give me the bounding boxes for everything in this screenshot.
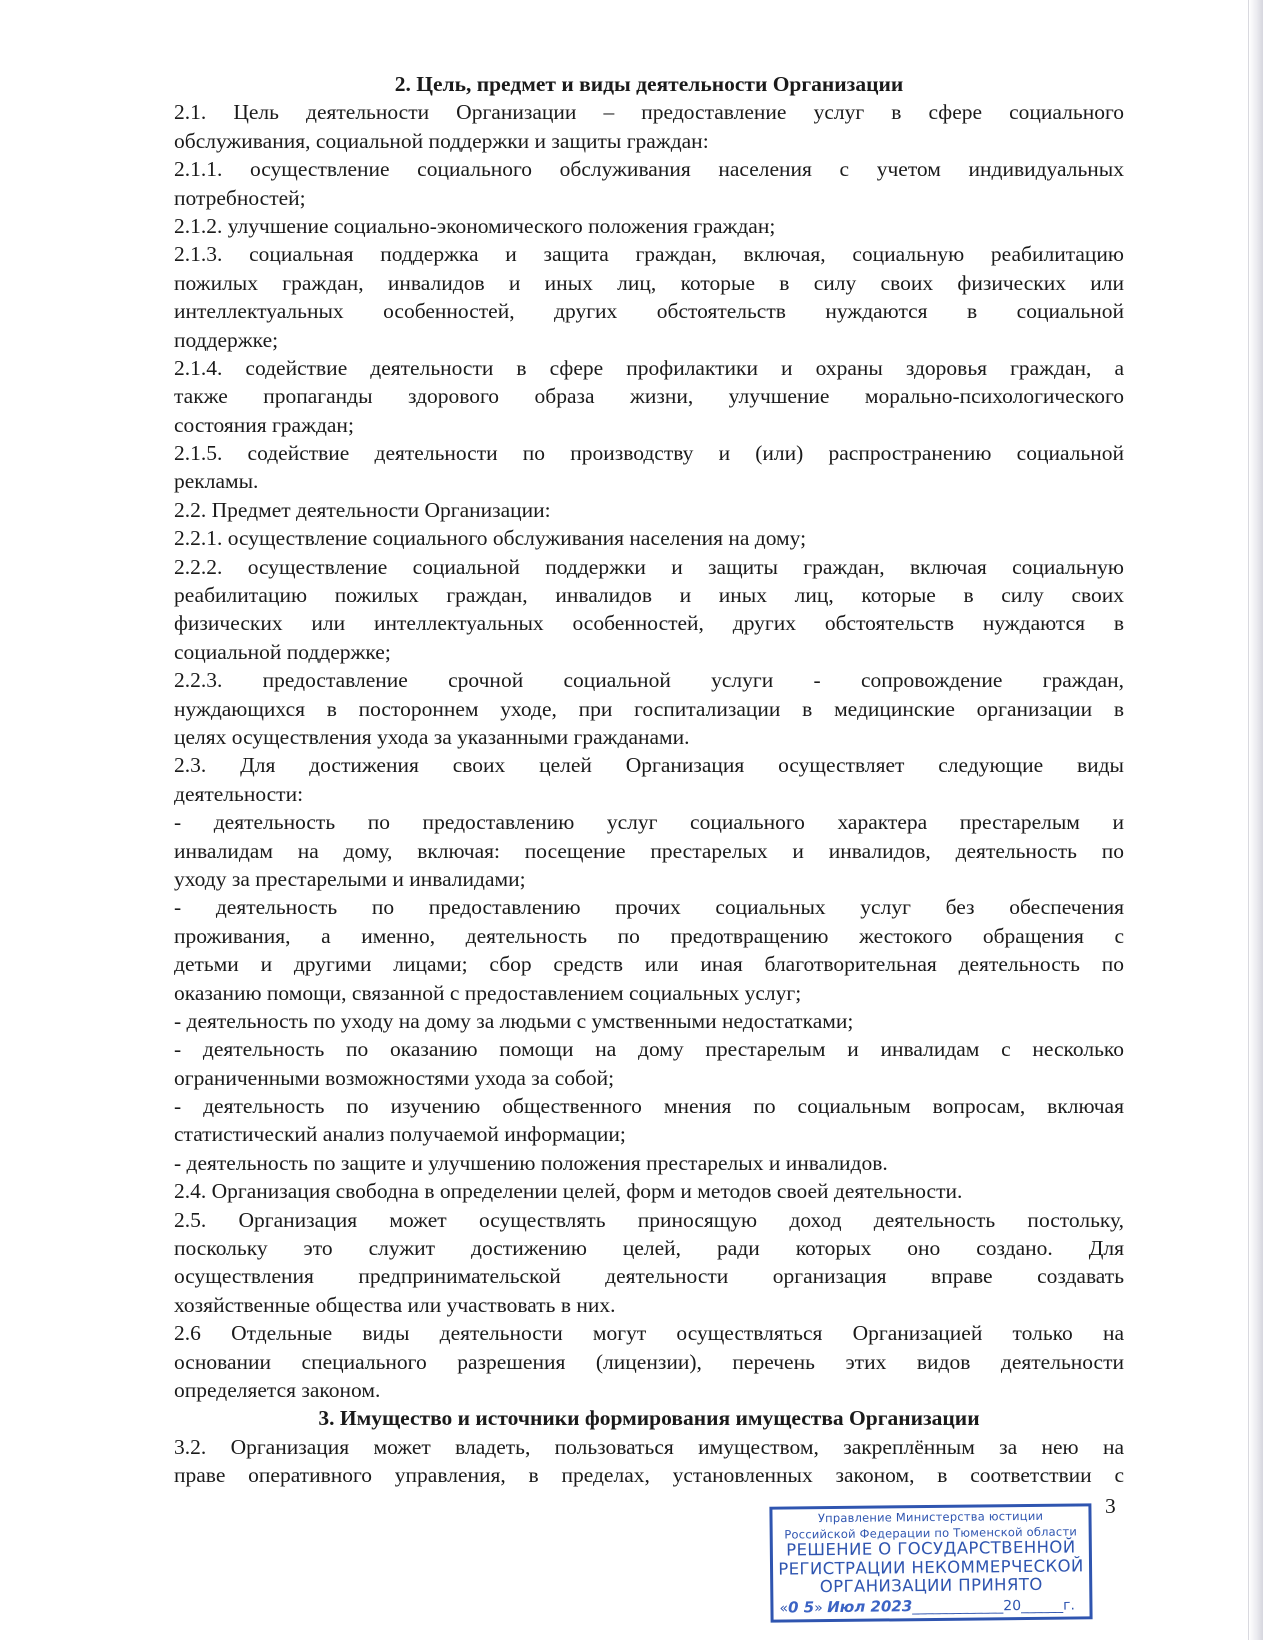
stamp-line-1: Управление Министерства юстиции [817, 1508, 1044, 1526]
text-line: 2.1.3. социальная поддержка и защита граждан, включая, социальную реабилитацию [174, 242, 1124, 267]
stamp-date-day: 0 5 [787, 1598, 815, 1617]
text-line: 2.4. Организация свободна в определении целей, форм и методов своей деятельности. [174, 1179, 963, 1204]
stamp-line-3: РЕШЕНИЕ О ГОСУДАРСТВЕННОЙ [786, 1537, 1076, 1560]
text-line: пожилых граждан, инвалидов и иных лиц, которые в силу своих физических или [174, 270, 1124, 295]
text-line: ограниченными возможностями ухода за собой; [174, 1065, 615, 1090]
text-line: - деятельность по уходу на дому за людьми с умственными недостатками; [174, 1008, 854, 1033]
text-line: определяется законом. [174, 1377, 381, 1402]
text-line: физических или интеллектуальных особенностей, других обстоятельств нуждаются в [174, 611, 1124, 636]
document-body [174, 70, 1124, 1490]
page-number: 3 [1105, 1494, 1116, 1518]
text-line: 2.6 Отдельные виды деятельности могут осуществляться Организацией только на [174, 1321, 1124, 1346]
text-line: нуждающихся в постороннем уходе, при госпитализации в медицинские организации в [174, 696, 1124, 721]
text-line: - деятельность по предоставлению услуг социального характера престарелым и [174, 810, 1124, 835]
text-line: - деятельность по защите и улучшению положения престарелых и инвалидов. [174, 1150, 888, 1175]
text-line: деятельности: [174, 781, 304, 806]
stamp-date: «0 5» Июл 2023_____________20______г. [779, 1597, 1075, 1617]
text-line: праве оперативного управления, в пределах, установленных законом, в соответствии с [174, 1463, 1124, 1488]
text-line: 2.1. Цель деятельности Организации – предоставление услуг в сфере социального [174, 100, 1124, 125]
text-line: обслуживания, социальной поддержки и защиты граждан: [174, 128, 709, 153]
text-line: инвалидам на дому, включая: посещение престарелых и инвалидов, деятельность по [174, 838, 1124, 863]
stamp-line-5: ОРГАНИЗАЦИИ ПРИНЯТО [819, 1574, 1043, 1597]
section-heading: 2. Цель, предмет и виды деятельности Организации [394, 72, 904, 96]
text-line: проживания, а именно, деятельность по предотвращению жестокого обращения с [174, 923, 1124, 948]
stamp-line-4: РЕГИСТРАЦИИ НЕКОММЕРЧЕСКОЙ [778, 1555, 1084, 1579]
text-line: статистический анализ получаемой информации; [174, 1122, 626, 1147]
text-line: поддержке; [174, 327, 279, 352]
stamp-date-year: 20 [1003, 1598, 1022, 1615]
text-line: 2.2.3. предоставление срочной социальной услуги - сопровождение граждан, [174, 668, 1124, 693]
text-line: 2.2. Предмет деятельности Организации: [174, 497, 551, 522]
text-line: осуществления предпринимательской деятельности организация вправе создавать [174, 1264, 1124, 1289]
text-line: уходу за престарелыми и инвалидами; [174, 866, 526, 891]
text-line: также пропаганды здорового образа жизни, улучшение морально-психологического [174, 384, 1124, 409]
text-line: рекламы. [174, 469, 259, 494]
text-line: 2.3. Для достижения своих целей Организация осуществляет следующие виды [174, 753, 1124, 778]
text-line: хозяйственные общества или участвовать в них. [174, 1292, 616, 1317]
text-line: 2.2.2. осуществление социальной поддержки и защиты граждан, включая социальную [174, 554, 1124, 579]
text-line: 2.1.2. улучшение социально-экономического положения граждан; [174, 213, 776, 238]
text-line: поскольку это служит достижению целей, ради которых оно создано. Для [174, 1236, 1124, 1261]
text-line: основании специального разрешения (лицензии), перечень этих видов деятельности [174, 1349, 1124, 1374]
text-line: 2.2.1. осуществление социального обслуживания населения на дому; [174, 526, 807, 551]
stamp-date-open: « [779, 1600, 789, 1617]
stamp-date-suffix: г. [1062, 1597, 1075, 1614]
text-line: 2.1.5. содействие деятельности по производству и (или) распространению социальной [174, 441, 1124, 466]
text-line: 2.5. Организация может осуществлять приносящую доход деятельность постольку, [174, 1207, 1124, 1232]
text-line: потребностей; [174, 185, 306, 210]
text-line: 2.1.4. содействие деятельности в сфере профилактики и охраны здоровья граждан, а [174, 355, 1124, 380]
text-line: целях осуществления ухода за указанными гражданами. [174, 724, 690, 749]
text-line: оказанию помощи, связанной с предоставлением социальных услуг; [174, 980, 802, 1005]
section-heading: 3. Имущество и источники формирования имущества Организации [318, 1406, 980, 1431]
text-line: 2.1.1. осуществление социального обслуживания населения с учетом индивидуальных [174, 157, 1124, 182]
page-edge [1248, 0, 1263, 1640]
text-line: состояния граждан; [174, 412, 354, 437]
registration-stamp [769, 1503, 1092, 1622]
text-line: реабилитацию пожилых граждан, инвалидов и иных лиц, которые в силу своих [174, 583, 1124, 608]
stamp-line-2: Российской Федерации по Тюменской области [784, 1524, 1078, 1542]
text-line: - деятельность по оказанию помощи на дому престарелым и инвалидам с несколько [174, 1037, 1124, 1062]
text-line: - деятельность по предоставлению прочих социальных услуг без обеспечения [174, 895, 1124, 920]
text-line: - деятельность по изучению общественного мнения по социальным вопросам, включая [174, 1094, 1124, 1119]
text-line: интеллектуальных особенностей, других обстоятельств нуждаются в социальной [174, 299, 1124, 324]
text-line: 3.2. Организация может владеть, пользоваться имуществом, закреплённым за нею на [174, 1434, 1124, 1459]
text-line: социальной поддержке; [174, 639, 391, 664]
text-line: детьми и другими лицами; сбор средств или иная благотворительная деятельность по [174, 952, 1124, 977]
stamp-date-month: Июл 2023 [827, 1597, 913, 1617]
